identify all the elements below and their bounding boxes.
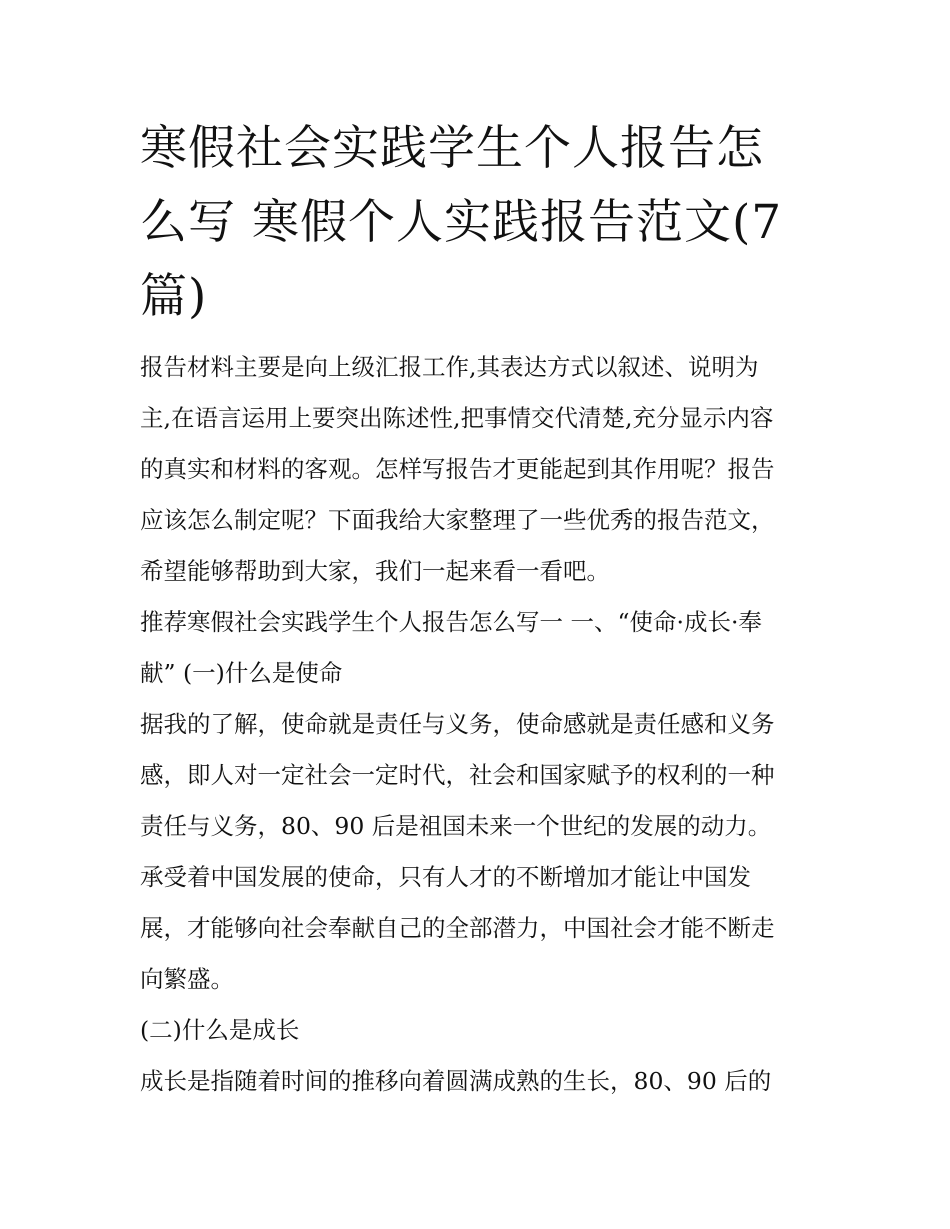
text-line: 希望能够帮助到大家，我们一起来看一看吧。 (140, 557, 610, 585)
text-line: 成长是指随着时间的推移向着圆满成熟的生长，80、90 后的 (140, 1067, 772, 1095)
text-line: 展，才能够向社会奉献自己的全部潜力，中国社会才能不断走 (140, 914, 775, 942)
title-line-3: 篇) (140, 269, 208, 324)
text-line: 献” (一)什么是使命 (140, 659, 343, 687)
document-page (140, 112, 820, 1107)
text-line: 的真实和材料的客观。怎样写报告才更能起到其作用呢？报告 (140, 455, 775, 483)
text-line: 主,在语言运用上要突出陈述性,把事情交代清楚,充分显示内容 (140, 404, 774, 432)
text-line: 据我的了解，使命就是责任与义务，使命感就是责任感和义务 (140, 710, 775, 738)
title-line-2: 么写 寒假个人实践报告范文(7 (140, 195, 783, 250)
document-title (140, 112, 820, 334)
text-line: (二)什么是成长 (140, 1016, 300, 1044)
title-line-1: 寒假社会实践学生个人报告怎 (140, 121, 764, 176)
text-line: 推荐寒假社会实践学生个人报告怎么写一 一、“使命·成长·奉 (140, 608, 762, 636)
growth-heading (140, 1005, 820, 1056)
text-line: 感，即人对一定社会一定时代，社会和国家赋予的权利的一种 (140, 761, 775, 789)
intro-paragraph (140, 342, 820, 597)
mission-paragraph (140, 699, 820, 1005)
text-line: 向繁盛。 (140, 965, 234, 993)
text-line: 应该怎么制定呢？下面我给大家整理了一些优秀的报告范文， (140, 506, 775, 534)
text-line: 承受着中国发展的使命，只有人才的不断增加才能让中国发 (140, 863, 751, 891)
section-heading-paragraph (140, 597, 820, 699)
text-line: 报告材料主要是向上级汇报工作,其表达方式以叙述、说明为 (140, 353, 759, 381)
growth-paragraph (140, 1056, 820, 1107)
text-line: 责任与义务，80、90 后是祖国未来一个世纪的发展的动力。 (140, 812, 772, 840)
